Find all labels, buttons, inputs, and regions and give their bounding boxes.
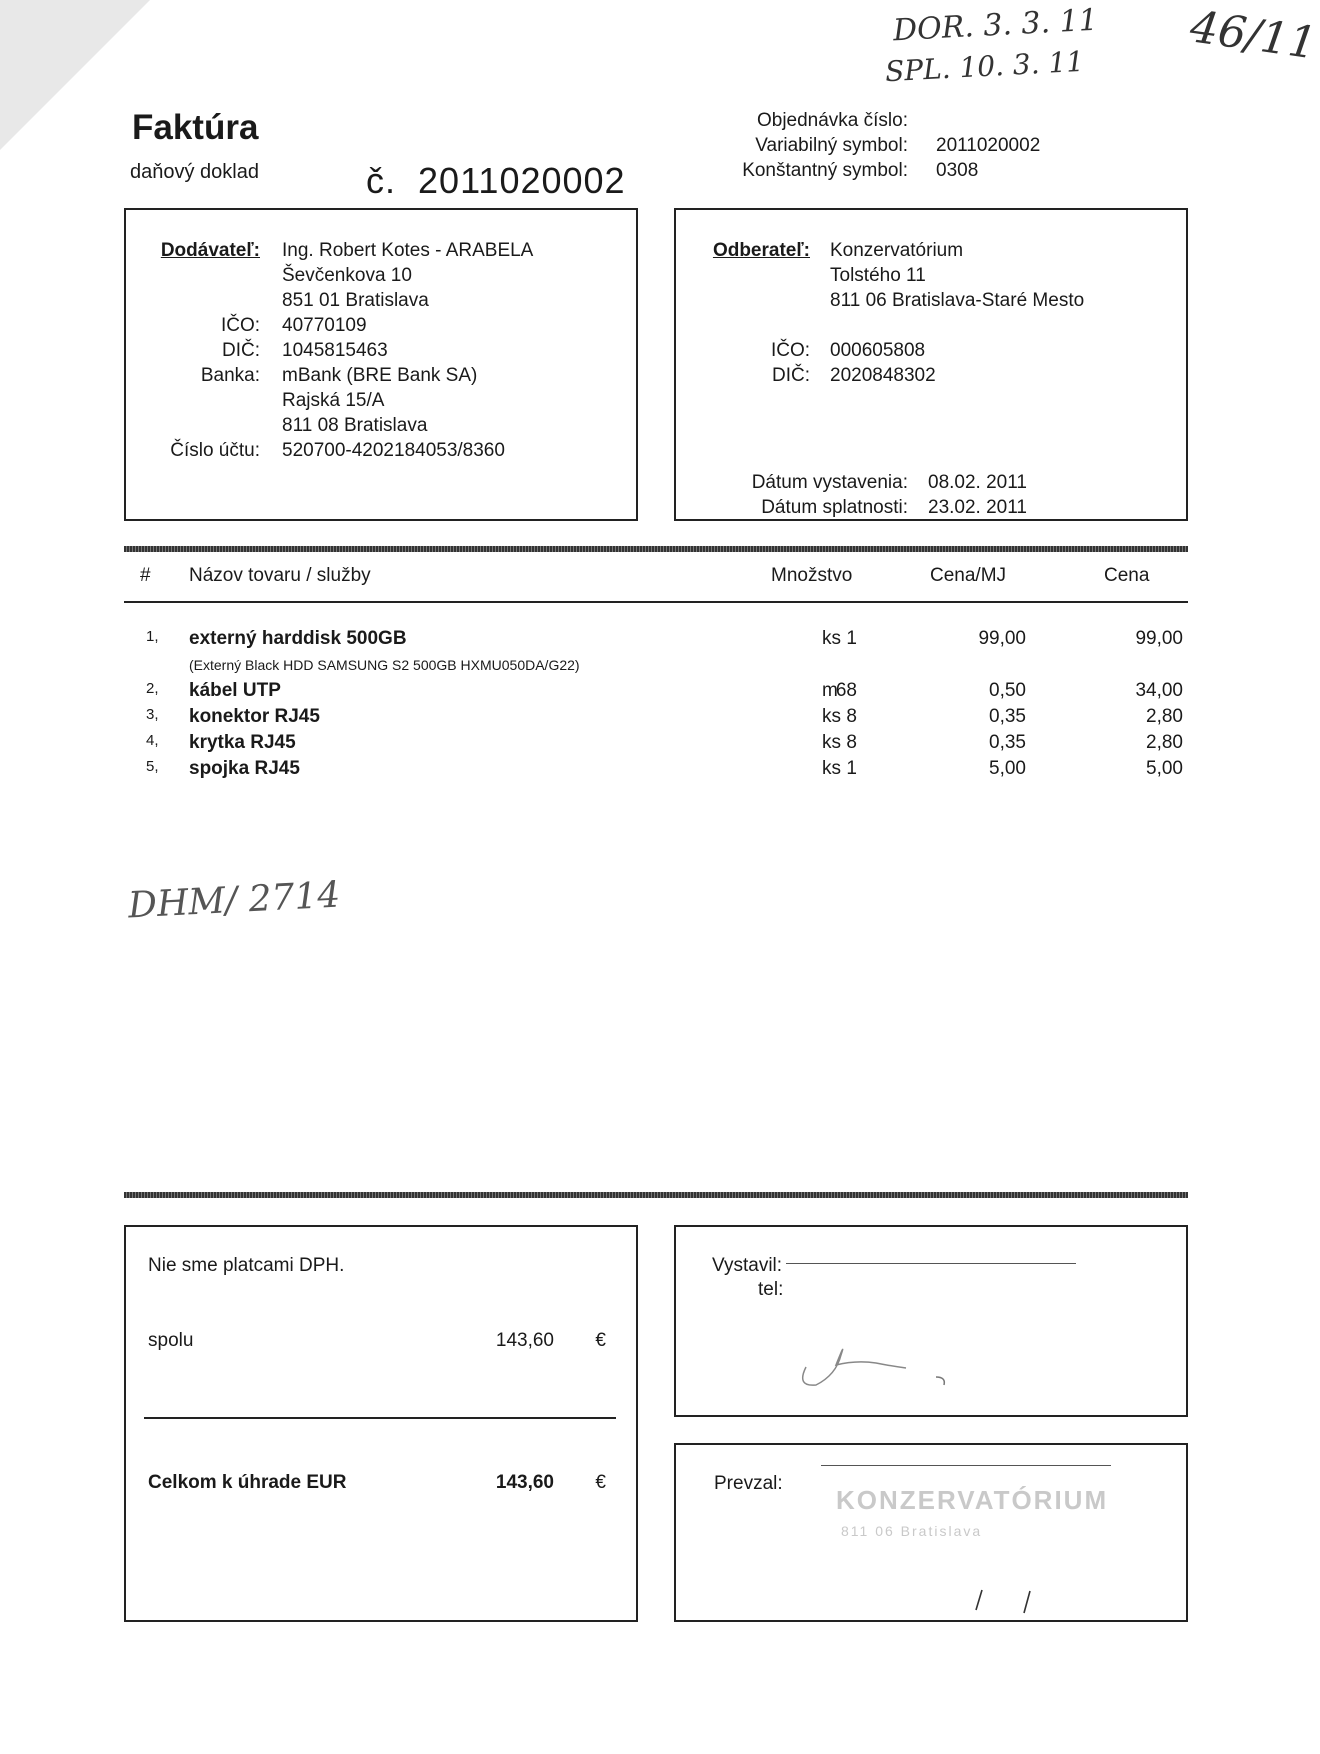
item-total: 99,00 [1135,628,1183,649]
recipient-stamp: KONZERVATÓRIUM [836,1485,1109,1515]
item-detail: (Externý Black HDD SAMSUNG S2 500GB HXMU050DA/G22) [189,657,580,673]
vat-note: Nie sme platcami DPH. [148,1255,345,1276]
item-name: krytka RJ45 [189,732,296,753]
table-top-rule [124,546,1188,552]
item-unit-price: 99,00 [978,628,1026,649]
table-bottom-rule [124,1192,1188,1198]
variable-symbol-value: 2011020002 [936,135,1041,156]
col-quantity: Množstvo [771,565,853,586]
item-number: 4, [146,732,159,749]
item-number: 2, [146,680,159,697]
item-quantity: 8 [846,732,857,753]
supplier-box [124,208,638,521]
customer-dic-label: DIČ: [772,365,810,386]
item-quantity: 8 [846,706,857,727]
item-name: externý harddisk 500GB [189,628,407,649]
col-item-name: Názov tovaru / služby [189,565,371,586]
item-unit-price: 5,00 [989,758,1026,779]
item-total: 2,80 [1146,706,1183,727]
supplier-city: 851 01 Bratislava [282,290,429,311]
supplier-name: Ing. Robert Kotes - ARABELA [282,240,534,261]
subtotal-value: 143,60 [495,1330,554,1351]
grand-total-value: 143,60 [495,1472,554,1493]
supplier-bank-label: Banka: [200,365,260,386]
customer-street: Tolstého 11 [830,265,926,286]
item-unit: m [822,680,838,701]
summary-box [124,1225,638,1622]
supplier-ico: 40770109 [282,315,367,336]
supplier-street: Ševčenkova 10 [282,265,412,286]
constant-symbol-label: Konštantný symbol: [742,160,908,181]
supplier-account-label: Číslo účtu: [170,440,260,461]
table-row [0,758,1275,783]
item-name: spojka RJ45 [189,758,300,779]
tel-label: tel: [758,1279,784,1300]
item-unit-price: 0,35 [989,706,1026,727]
invoice-dates [676,470,1027,520]
item-unit-price: 0,35 [989,732,1026,753]
invoice-number-prefix: č. [366,160,397,201]
customer-heading: Odberateľ: [712,240,810,261]
supplier-bank: mBank (BRE Bank SA) [282,365,478,386]
table-row [0,680,1275,705]
subtotal-currency: € [595,1330,606,1351]
items-table-header [124,565,1188,595]
issued-by-box [674,1225,1188,1417]
item-number: 5, [146,758,159,775]
customer-ico-label: IČO: [770,340,810,361]
item-quantity: 68 [835,680,857,701]
handwritten-received-note: DOR. 3. 3. 11 [892,2,1099,49]
item-unit: ks [822,758,841,779]
item-unit: ks [822,732,841,753]
payment-symbols [640,108,1280,183]
item-total: 34,00 [1135,680,1183,701]
table-row [0,706,1275,731]
item-name: konektor RJ45 [189,706,320,727]
table-header-rule [124,601,1188,603]
invoice-number [366,160,626,202]
item-unit-price: 0,50 [989,680,1026,701]
recipient-signature-icon [966,1585,1066,1615]
handwritten-reference-note: DHM/ 2714 [127,874,342,927]
item-number: 3, [146,706,159,723]
supplier-dic: 1045815463 [282,340,388,361]
item-total: 5,00 [1146,758,1183,779]
received-by-box [674,1443,1188,1622]
document-subtitle: daňový doklad [130,161,259,183]
issued-by-label: Vystavil: [712,1255,783,1276]
supplier-bank-street: Rajská 15/A [282,390,385,411]
item-unit: ks [822,628,841,649]
issuer-signature-icon [776,1327,976,1397]
item-quantity: 1 [846,758,857,779]
summary-divider [144,1417,616,1419]
page-corner-fold [0,0,150,150]
grand-total-label: Celkom k úhrade EUR [148,1472,347,1493]
issue-date-label: Dátum vystavenia: [751,472,908,493]
document-title: Faktúra [132,108,259,147]
handwritten-paid-note: SPL. 10. 3. 11 [884,44,1085,89]
item-total: 2,80 [1146,732,1183,753]
item-quantity: 1 [846,628,857,649]
order-number-label: Objednávka číslo: [756,110,908,131]
customer-city: 811 06 Bratislava-Staré Mesto [830,290,1085,311]
grand-total-currency: € [595,1472,606,1493]
handwritten-page-ref: 46/11 [1187,1,1320,70]
item-unit: ks [822,706,841,727]
table-row [0,732,1275,757]
customer-dic: 2020848302 [830,365,936,386]
supplier-details [126,238,533,463]
col-unit-price: Cena/MJ [930,565,1007,586]
due-date: 23.02. 2011 [928,497,1027,518]
received-by-label: Prevzal: [714,1473,783,1494]
item-number: 1, [146,628,159,645]
customer-details [676,238,1084,388]
constant-symbol-value: 0308 [936,160,979,181]
item-name: kábel UTP [189,680,281,701]
variable-symbol-label: Variabilný symbol: [755,135,908,156]
customer-ico: 000605808 [830,340,926,361]
col-number: # [140,565,151,586]
supplier-heading: Dodávateľ: [160,240,260,261]
recipient-stamp-sub: 811 06 Bratislava [841,1523,983,1539]
issued-by-line [786,1263,1076,1264]
due-date-label: Dátum splatnosti: [761,497,908,518]
subtotal-label: spolu [148,1330,194,1351]
supplier-bank-city: 811 08 Bratislava [282,415,428,436]
col-total: Cena [1104,565,1150,586]
supplier-dic-label: DIČ: [222,340,260,361]
table-row [0,628,1275,653]
customer-name: Konzervatórium [830,240,964,261]
supplier-account: 520700-4202184053/8360 [282,440,505,461]
issue-date: 08.02. 2011 [928,472,1027,493]
customer-box [674,208,1188,521]
received-by-line [821,1465,1111,1466]
invoice-number-value: 2011020002 [418,160,626,201]
supplier-ico-label: IČO: [220,315,260,336]
